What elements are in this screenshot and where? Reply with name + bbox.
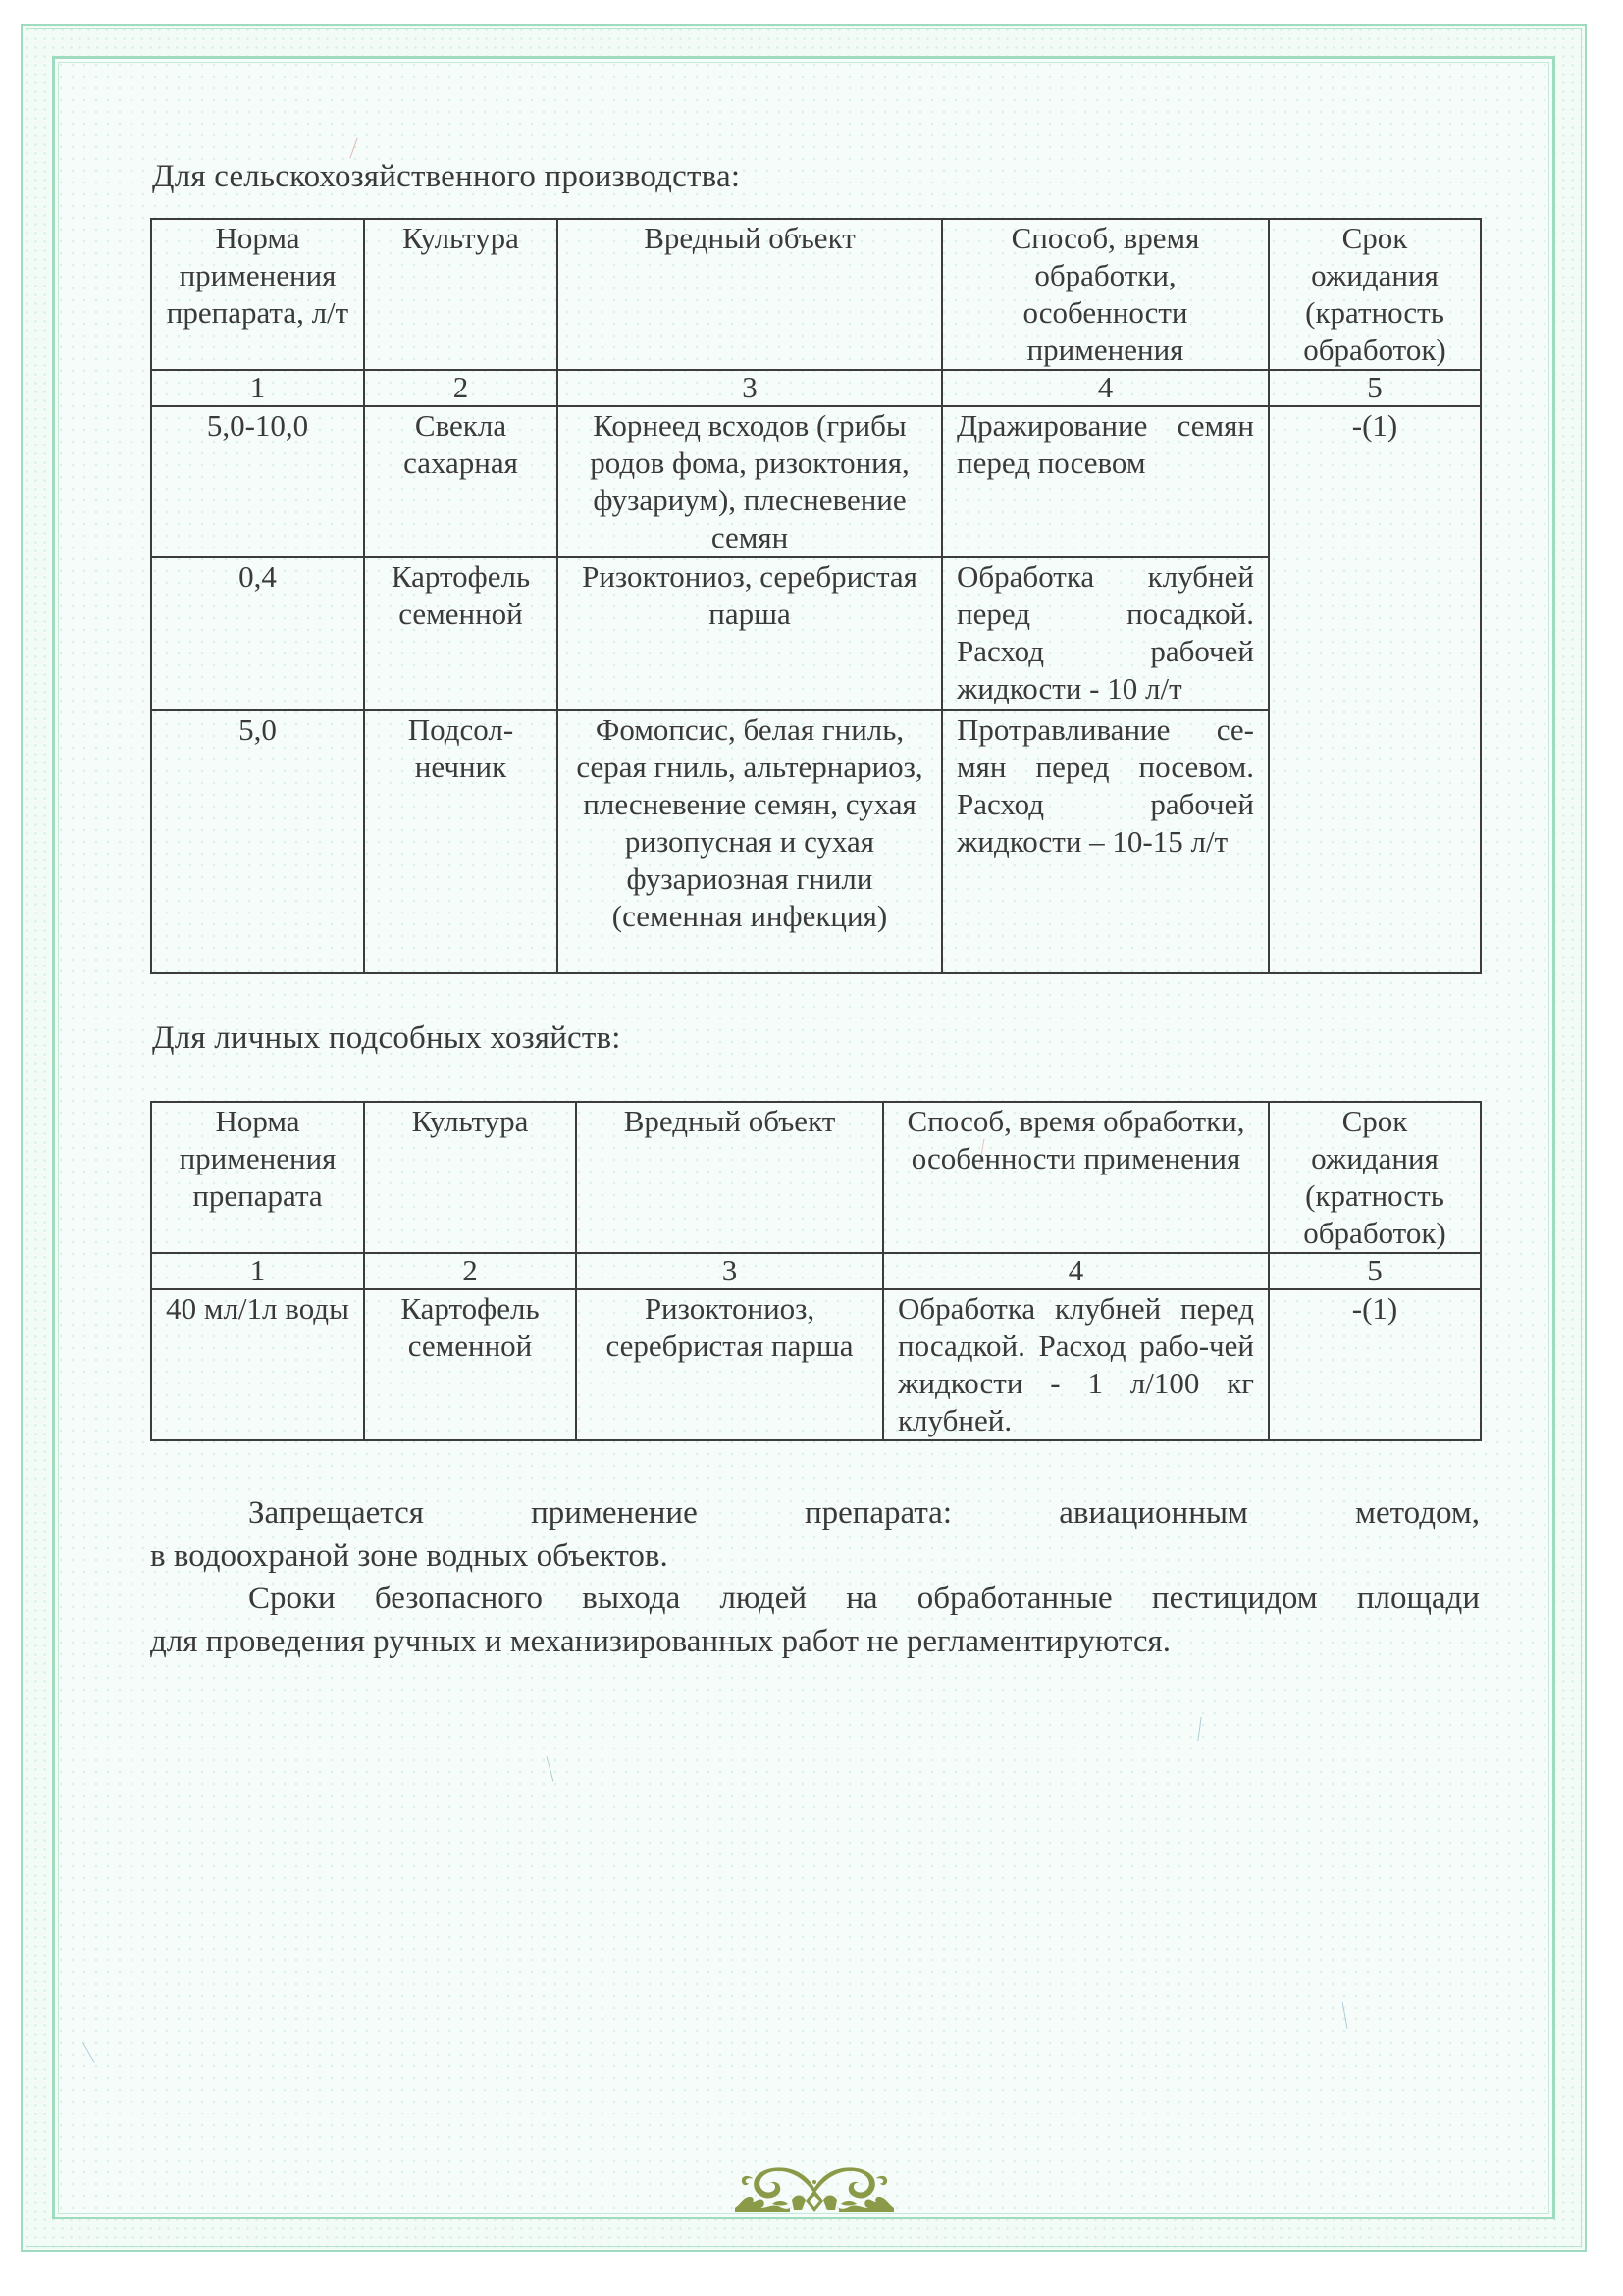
column-number: 4 — [883, 1253, 1269, 1289]
column-number-row — [151, 1253, 1481, 1289]
header-rate: Норма применения препарата — [151, 1102, 364, 1253]
column-number: 5 — [1269, 1253, 1481, 1289]
column-number: 1 — [151, 1253, 364, 1289]
header-method: Способ, время обработки, особенности применения — [883, 1102, 1269, 1253]
header-crop: Культура — [364, 1102, 576, 1253]
cell-crop: Картофель семенной — [364, 1289, 576, 1440]
paragraph-line: для проведения ручных и механизированных работ не регламентируются. — [150, 1624, 1171, 1659]
cell-crop: Свекла сахарная — [364, 406, 557, 557]
cell-rate: 5,0-10,0 — [151, 406, 364, 557]
table-row — [151, 1289, 1481, 1440]
cell-pest: Корнеед всходов (грибы родов фома, ризоктония, фузариум), плесневение семян — [557, 406, 942, 557]
column-number: 3 — [576, 1253, 883, 1289]
cell-waiting: -(1) — [1269, 1289, 1481, 1440]
section-title-personal: Для личных подсобных хозяйств: — [152, 1020, 621, 1056]
cell-pest: Ризоктониоз, серебристая парша — [576, 1289, 883, 1440]
column-number-row — [151, 370, 1481, 406]
column-number: 2 — [364, 1253, 576, 1289]
header-crop: Культура — [364, 219, 557, 370]
table-header-row — [151, 1102, 1481, 1253]
column-number: 2 — [364, 370, 557, 406]
header-waiting: Срок ожидания (кратность обработок) — [1269, 219, 1481, 370]
paragraph-line: Сроки безопасного выхода людей на обработанные пестицидом площади — [248, 1581, 1480, 1616]
cell-pest: Фомопсис, белая гниль, серая гниль, альтернариоз, плесневение семян, сухая ризопусная и сухая фузариозная гнили (семенная инфекция) — [557, 710, 942, 973]
cell-method: Дражирование семян перед посевом — [942, 406, 1269, 557]
cell-crop: Картофель семенной — [364, 557, 557, 710]
header-waiting: Срок ожидания (кратность обработок) — [1269, 1102, 1481, 1253]
header-pest: Вредный объект — [557, 219, 942, 370]
cell-crop: Подсол-нечник — [364, 710, 557, 973]
header-method: Способ, время обработки, особенности применения — [942, 219, 1269, 370]
paragraph-line: Запрещается применение препарата: авиационным методом, — [248, 1495, 1480, 1531]
column-number: 5 — [1269, 370, 1481, 406]
safety-paragraph — [150, 1577, 1480, 1663]
restriction-paragraph — [150, 1491, 1480, 1578]
floral-ornament-icon — [733, 2165, 896, 2212]
cell-method: Обработка клубней перед посадкой. Расход рабо-чей жидкости - 1 л/100 кг клубней. — [883, 1289, 1269, 1440]
cell-waiting: -(1) — [1269, 406, 1481, 973]
usage-table-agricultural — [150, 218, 1482, 974]
column-number: 1 — [151, 370, 364, 406]
cell-pest: Ризоктониоз, серебристая парша — [557, 557, 942, 710]
cell-method: Протравливание се-мян перед посевом. Расход рабочей жидкости – 10-15 л/т — [942, 710, 1269, 973]
header-rate: Норма применения препарата, л/т — [151, 219, 364, 370]
cell-rate: 0,4 — [151, 557, 364, 710]
column-number: 4 — [942, 370, 1269, 406]
column-number: 3 — [557, 370, 942, 406]
usage-table-personal — [150, 1101, 1482, 1441]
cell-rate: 40 мл/1л воды — [151, 1289, 364, 1440]
paragraph-line: в водоохраной зоне водных объектов. — [150, 1539, 668, 1574]
section-title-agricultural: Для сельскохозяйственного производства: — [152, 159, 741, 194]
table-header-row — [151, 219, 1481, 370]
cell-method: Обработка клубней перед посадкой. Расход рабочей жидкости - 10 л/т — [942, 557, 1269, 710]
table-row — [151, 406, 1481, 557]
cell-rate: 5,0 — [151, 710, 364, 973]
header-pest: Вредный объект — [576, 1102, 883, 1253]
